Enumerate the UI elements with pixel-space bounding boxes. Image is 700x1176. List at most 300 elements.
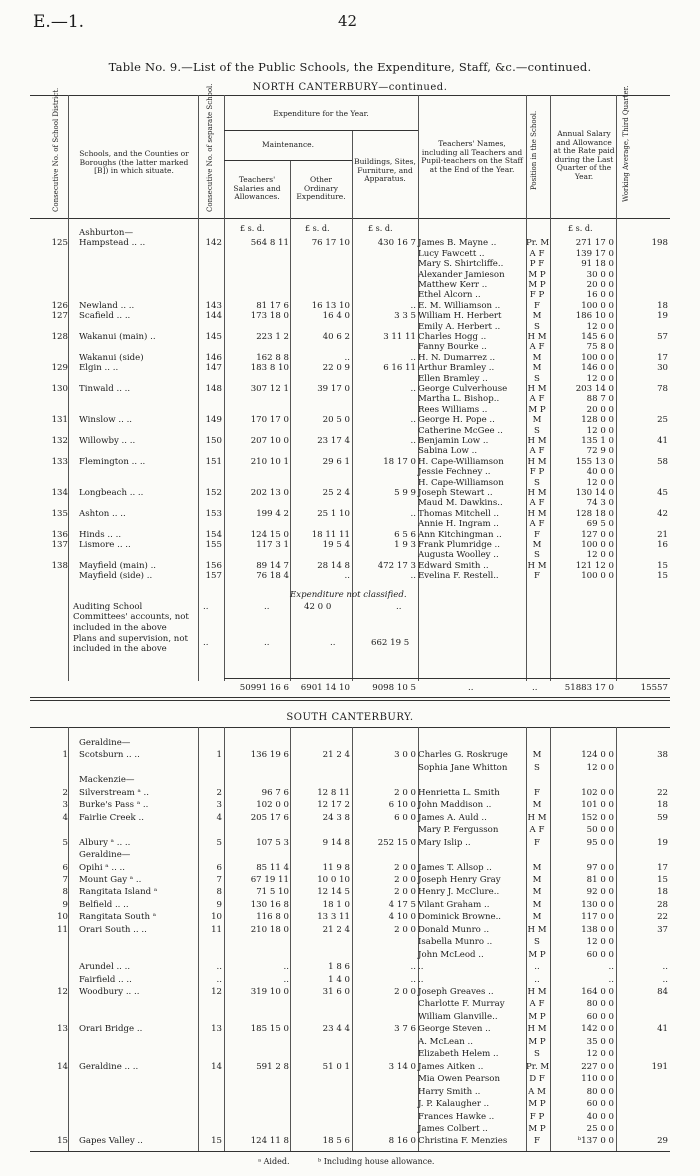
teacher-name: Mary P. Fergusson [418,825,499,836]
annual-salary: 12 0 0 [586,425,614,436]
annual-salary: 12 0 0 [586,477,614,488]
teacher-name: E. M. Williamson .. [418,300,501,311]
teacher-name: James A. Auld .. [418,812,487,823]
school-name: Willowby .. .. [79,436,136,446]
buildings-expenditure: 6 0 0 [394,812,416,823]
annual-salary: 12 0 0 [586,373,614,384]
annual-salary: 40 0 0 [586,467,614,478]
school-name: Belfield .. .. [79,899,129,910]
teacher-name: Thomas Mitchell .. [418,508,499,519]
table-row [0,1099,700,1109]
annual-salary: 271 17 0 [575,238,614,249]
position: F [534,571,540,582]
annual-salary: 100 0 0 [581,540,614,550]
teacher-name: Charles Hogg .. [418,332,487,342]
annual-salary: 12 0 0 [586,762,614,773]
annual-salary: 127 0 0 [581,529,614,540]
working-average: 17 [657,862,668,873]
other-expenditure: 16 13 10 [311,300,350,311]
other-expenditure: 25 2 4 [322,488,350,498]
teacher-name: Martha L. Bishop.. [418,394,500,405]
position: M P [528,269,546,280]
table-row [0,530,700,540]
district-number: 134 [51,488,68,498]
teacher-name: James T. Allsop .. [418,862,492,873]
school-name: Orari Bridge .. [79,1024,143,1035]
table-row [0,571,700,581]
other-expenditure: 9 14 8 [322,837,350,848]
totals-row [0,683,700,693]
annual-salary: 72 9 0 [586,446,614,457]
teacher-name: J. P. Kalaugher .. [418,1099,490,1110]
school-number: 145 [205,332,222,342]
annual-salary: 130 14 0 [575,488,614,498]
header-consecutive-district: Consecutive No. of School District. [52,87,60,212]
teacher-name: Rees Williams .. [418,404,488,415]
position: M [532,540,542,550]
annual-salary: 50 0 0 [586,825,614,836]
annual-salary: 101 0 0 [581,800,614,811]
position: A M [528,1086,546,1097]
district-number: 7 [62,874,68,885]
buildings-expenditure: 4 17 5 [388,899,416,910]
position: M [532,415,542,426]
annual-salary: 97 0 0 [586,862,614,873]
buildings-expenditure: .. [410,415,416,426]
table-row [0,962,700,972]
header-expenditure: Expenditure for the Year. [273,109,369,118]
table-row [0,374,700,384]
position: F [534,837,540,848]
footnote-house-allowance: ᵇ Including house allowance. [318,1157,435,1166]
table-row [0,509,700,519]
school-number: 12 [211,987,222,997]
annual-salary: 88 7 0 [586,394,614,405]
buildings-expenditure: .. [410,352,416,363]
buildings-expenditure: 1 9 3 [394,540,416,550]
annual-salary: 35 0 0 [586,1036,614,1047]
table-row [0,1062,700,1072]
school-number: 8 [216,887,222,898]
teacher-name: Joseph Henry Gray [418,874,501,885]
position: A F [529,498,545,509]
total-average: 15557 [640,683,668,693]
annual-salary: 80 0 0 [586,999,614,1010]
teacher-salaries: 130 16 8 [250,899,289,910]
table-row [0,478,700,488]
teacher-salaries: 223 1 2 [256,332,289,342]
teacher-name: Matthew Kerr .. [418,280,488,290]
table-row [0,813,700,823]
teacher-name: H. N. Dumarrez .. [418,352,496,363]
position: .. [534,974,540,985]
teacher-name: Frances Hawke .. [418,1111,495,1122]
teacher-salaries: 170 17 0 [250,415,289,426]
position: M P [528,1123,546,1134]
school-name: Burke's Pass ᵃ .. [79,800,149,811]
region-north-title: NORTH CANTERBURY—continued. [252,82,448,93]
district-number: 135 [51,508,68,519]
position: M [532,800,542,811]
other-expenditure: 76 17 10 [311,238,350,249]
school-name: Geraldine— [79,738,131,748]
annual-salary: .. [608,974,614,985]
teacher-name: Mia Owen Pearson [418,1074,500,1085]
position: A F [529,248,545,259]
buildings-expenditure: 5 9 9 [394,488,416,498]
working-average: 17 [657,352,668,363]
buildings-expenditure: 3 11 11 [383,332,416,342]
annual-salary: 12 0 0 [586,550,614,561]
teacher-name: Vilant Graham .. [418,899,490,910]
header-teachers: Teachers' Names, including all Teachers and Pupil-teachers on the Staff at the End of the Year. [421,139,523,174]
buildings-expenditure: 430 16 7 [377,238,416,249]
teacher-salaries: 591 2 8 [256,1061,289,1072]
teacher-name: H. Cape-Williamson [418,456,504,467]
school-number: 150 [205,436,222,446]
annual-salary: 74 3 0 [586,498,614,509]
teacher-name: Augusta Woolley .. [418,550,499,561]
school-name: Wakanui (main) .. [79,332,156,342]
teacher-name: Mary Islip .. [418,837,471,848]
teacher-name: George Culverhouse [418,384,508,394]
buildings-expenditure: 3 0 0 [394,750,416,761]
table-row [0,750,700,760]
table-row [0,384,700,394]
buildings-expenditure: 6 10 0 [388,800,416,811]
school-name: Tinwald .. .. [79,384,131,394]
school-number: 147 [205,363,222,374]
district-number: 129 [51,363,68,374]
annual-salary: ᵇ137 0 0 [577,1136,614,1147]
position: H M [527,456,547,467]
note-plans: Plans and supervision, not included in the above [73,634,188,655]
header-consecutive-school: Consecutive No. of separate School. [206,83,214,212]
table-row [0,738,700,748]
teacher-salaries: 107 5 3 [256,837,289,848]
position: M [532,352,542,363]
teacher-name: John Maddison .. [418,800,492,811]
teacher-salaries: 210 10 1 [250,456,289,467]
working-average: 25 [657,415,668,426]
other-expenditure: 1 4 0 [328,974,350,985]
table-row [0,875,700,885]
header-maintenance: Maintenance. [262,140,314,149]
working-average: 29 [657,1136,668,1147]
teacher-salaries: 564 8 11 [250,238,289,249]
other-expenditure: 18 11 11 [311,529,350,540]
teacher-name: Joseph Stewart .. [418,488,493,498]
other-expenditure: 18 5 6 [322,1136,350,1147]
table-row [0,415,700,425]
table-row [0,788,700,798]
other-expenditure: 18 1 0 [322,899,350,910]
teacher-name: Edward Smith .. [418,560,489,571]
buildings-expenditure: 6 5 6 [394,529,416,540]
table-row [0,887,700,897]
buildings-expenditure: .. [410,974,416,985]
working-average: 18 [657,800,668,811]
table-row [0,975,700,985]
annual-salary: 203 14 0 [575,384,614,394]
position: H M [527,332,547,342]
teacher-name: Harry Smith .. [418,1086,481,1097]
school-number: 3 [216,800,222,811]
district-number: 1 [62,750,68,761]
table-row [0,228,700,238]
position: M [532,311,542,322]
annual-salary: 124 0 0 [581,750,614,761]
district-number: 12 [57,987,68,997]
teacher-name: Sabina Low .. [418,446,478,457]
annual-salary: 30 0 0 [586,269,614,280]
page-number: 42 [338,12,358,30]
table-row [0,1124,700,1134]
school-name: Ashburton— [79,228,134,238]
school-number: 14 [211,1061,222,1072]
school-number: 149 [205,415,222,426]
note-plans-sep: .. [203,638,209,648]
annual-salary: 20 0 0 [586,280,614,290]
header-salaries: Teachers' Salaries and Allowances. [233,175,281,202]
table-row [0,863,700,873]
working-average: 57 [657,332,668,342]
other-expenditure: 1 8 6 [328,962,350,973]
position: M [532,874,542,885]
unclassified-heading: Expenditure not classified. [290,590,407,600]
annual-salary: 121 12 0 [575,560,614,571]
district-number: 125 [51,238,68,249]
position: H M [527,560,547,571]
teacher-name: George H. Pope .. [418,415,495,426]
district-number: 130 [51,384,68,394]
school-number: 157 [205,571,222,582]
header-average: Working Average, Third Quarter. [622,85,630,202]
footnote-aided: ᵃ Aided. [258,1157,290,1166]
working-average: 38 [657,750,668,761]
teacher-name: Annie H. Ingram .. [418,519,499,530]
school-number: 11 [211,924,222,935]
buildings-expenditure: .. [410,300,416,311]
teacher-salaries: .. [283,962,289,973]
note-auditing: Auditing School Committees' accounts, not included in the above [73,602,189,633]
teacher-name: Joseph Greaves .. [418,987,494,997]
annual-salary: 60 0 0 [586,949,614,960]
table-row [0,912,700,922]
teacher-salaries: 207 10 0 [250,436,289,446]
school-name: Longbeach .. .. [79,488,144,498]
table-row [0,1049,700,1059]
teacher-name: Isabella Munro .. [418,937,493,948]
teacher-salaries: 210 18 0 [250,924,289,935]
other-expenditure: 39 17 0 [317,384,350,394]
table-row [0,405,700,415]
position: M P [528,280,546,290]
school-number: 13 [211,1024,222,1035]
annual-salary: 146 0 0 [581,363,614,374]
buildings-expenditure: 2 0 0 [394,874,416,885]
buildings-expenditure: .. [410,571,416,582]
position: M P [528,404,546,415]
annual-salary: 40 0 0 [586,1111,614,1122]
teacher-name: James Aitken .. [418,1061,484,1072]
teacher-salaries: 162 8 8 [256,352,289,363]
position: S [534,477,540,488]
working-average: 22 [657,912,668,923]
table-row [0,838,700,848]
position: .. [534,962,540,973]
annual-salary: 142 0 0 [581,1024,614,1035]
position: M P [528,1099,546,1110]
school-number: 1 [216,750,222,761]
position: M [532,363,542,374]
school-name: Albury ᵃ .. .. [79,837,131,848]
teacher-name: Arthur Bramley .. [418,363,495,374]
position: S [534,762,540,773]
annual-salary: 139 17 0 [575,248,614,259]
other-expenditure: 19 5 4 [322,540,350,550]
school-name: Scotsburn .. .. [79,750,140,761]
table-row [0,280,700,290]
note-auditing-salaries: .. [264,602,270,612]
other-expenditure: 22 0 9 [322,363,350,374]
table-row [0,270,700,280]
table-row [0,775,700,785]
school-name: Fairfield .. .. [79,974,132,985]
annual-salary: 81 0 0 [586,874,614,885]
position: H M [527,384,547,394]
school-number: 153 [205,508,222,519]
teacher-salaries: .. [283,974,289,985]
teacher-name: Mary S. Shirtcliffe.. [418,259,504,270]
teacher-salaries: 124 15 0 [250,529,289,540]
table-row [0,540,700,550]
school-name: Winslow .. .. [79,415,133,426]
note-auditing-other: 42 0 0 [304,602,332,612]
annual-salary: 102 0 0 [581,787,614,798]
school-number: 5 [216,837,222,848]
working-average: 15 [657,571,668,582]
position: F [534,787,540,798]
annual-salary: 60 0 0 [586,1099,614,1110]
lsd-salary: £ s. d. [568,224,593,233]
table-row [0,937,700,947]
school-number: 148 [205,384,222,394]
school-number: 7 [216,874,222,885]
teacher-name: Jessie Fechney .. [418,467,491,478]
teacher-salaries: 185 15 0 [250,1024,289,1035]
teacher-name: William Glanville.. [418,1011,498,1022]
teacher-name: A. McLean .. [418,1036,473,1047]
table-row [0,561,700,571]
teacher-salaries: 85 11 4 [256,862,289,873]
other-expenditure: 12 14 5 [317,887,350,898]
school-name: Mayfield (main) .. [79,560,157,571]
position: A F [529,342,545,353]
annual-salary: 12 0 0 [586,1049,614,1060]
teacher-name: Ann Kitchingman .. [418,529,502,540]
position: S [534,321,540,332]
total-other: 6901 14 10 [300,683,350,693]
district-number: 137 [51,540,68,550]
other-expenditure: 24 3 8 [322,812,350,823]
district-number: 11 [57,924,68,935]
total-salary: 51883 17 0 [564,683,614,693]
teacher-name: Alexander Jamieson [418,269,505,280]
working-average: 198 [651,238,668,249]
teacher-name: John McLeod .. [418,949,484,960]
district-number: 132 [51,436,68,446]
position: A F [529,825,545,836]
annual-salary: 20 0 0 [586,404,614,415]
school-number: 15 [211,1136,222,1147]
district-number: 6 [62,862,68,873]
position: F P [529,290,545,301]
annual-salary: 75 8 0 [586,342,614,353]
teacher-salaries: 319 10 0 [250,987,289,997]
table-row [0,457,700,467]
annual-salary: 117 0 0 [581,912,614,923]
position: S [534,373,540,384]
table-row [0,426,700,436]
school-name: Mayfield (side) .. [79,571,153,582]
working-average: 19 [657,311,668,322]
annual-salary: 164 0 0 [581,987,614,997]
working-average: 16 [657,540,668,550]
teacher-name: Dominick Browne.. [418,912,502,923]
district-number: 138 [51,560,68,571]
district-number: 10 [57,912,68,923]
school-name: Opihi ᵃ .. .. [79,862,126,873]
working-average: 19 [657,837,668,848]
school-name: Wakanui (side) [79,352,144,363]
school-number: 156 [205,560,222,571]
position: H M [527,987,547,997]
table-row [0,987,700,997]
other-expenditure: 12 17 2 [317,800,350,811]
annual-salary: 227 0 0 [581,1061,614,1072]
other-expenditure: 21 2 4 [322,750,350,761]
teacher-salaries: 202 13 0 [250,488,289,498]
other-expenditure: .. [344,571,350,582]
school-name: Arundel .. .. [79,962,131,973]
working-average: .. [662,974,668,985]
teacher-name: Ethel Alcorn .. [418,290,481,301]
annual-salary: 100 0 0 [581,352,614,363]
working-average: 28 [657,899,668,910]
working-average: 22 [657,787,668,798]
district-number: 136 [51,529,68,540]
working-average: 37 [657,924,668,935]
teacher-salaries: 117 3 1 [256,540,289,550]
school-number: 144 [205,311,222,322]
other-expenditure: 11 9 8 [322,862,350,873]
annual-salary: 135 1 0 [581,436,614,446]
table-row [0,436,700,446]
other-expenditure: 23 4 4 [322,1024,350,1035]
district-number: 5 [62,837,68,848]
annual-salary: 138 0 0 [581,924,614,935]
table-row [0,1012,700,1022]
lsd-other: £ s. d. [305,224,330,233]
working-average: 78 [657,384,668,394]
working-average: 30 [657,363,668,374]
teacher-name: Christina F. Menzies [418,1136,508,1147]
teacher-name: Catherine McGee .. [418,425,503,436]
teacher-name: Donald Munro .. [418,924,490,935]
school-number: 151 [205,456,222,467]
position: M P [528,949,546,960]
